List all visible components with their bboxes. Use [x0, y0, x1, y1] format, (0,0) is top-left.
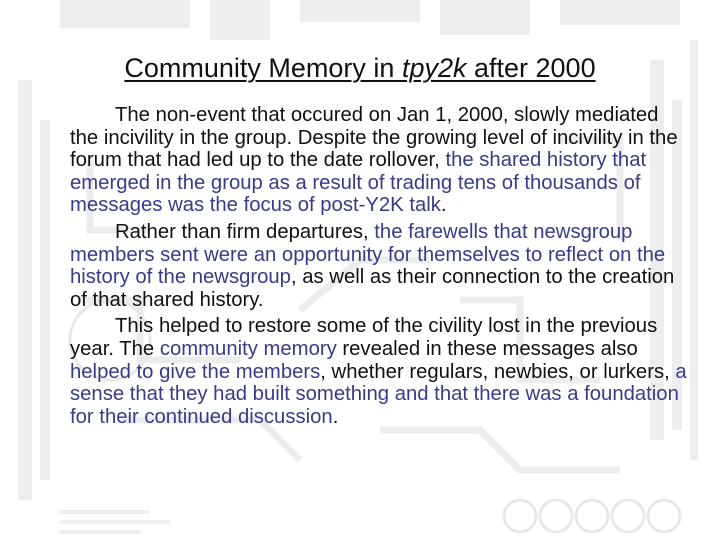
body-text-segment: This helped to restore some of the civility lost in the previous year. The [70, 315, 658, 360]
body-text-segment: Rather than firm departures, [115, 220, 375, 243]
slide-body [70, 104, 690, 432]
slide-title [0, 51, 720, 85]
body-text-segment: revealed in these messages also [336, 337, 638, 360]
highlighted-text: helped to give the members [70, 360, 321, 383]
body-paragraph [70, 221, 690, 311]
body-text-segment: , whether regulars, newbies, or lurkers, [320, 360, 676, 383]
highlighted-text: the shared history that emerged in the group as a result of trading tens of thousands of messages was the focus of post-Y2K talk [70, 149, 647, 217]
title-prefix: Community Memory in [124, 53, 402, 83]
body-text-segment: , as well as their connection to the creation of that shared history. [70, 266, 675, 311]
highlighted-text: community memory [159, 337, 337, 360]
body-paragraph [70, 315, 690, 428]
highlighted-text: the farewells that newsgroup members sent were an opportunity for themselves to reflect on the history of the newsgroup [70, 220, 666, 289]
title-emphasis: tpy2k [401, 53, 467, 83]
body-text-segment: The non-event that occured on Jan 1, 2000, slowly mediated the incivility in the group. Despite the growing level of incivility in the forum that had led up to the date rollover, [70, 104, 678, 172]
highlighted-text: a sense that they had built something and that there was a foundation for their continued discussion [70, 360, 687, 428]
body-text-segment: . [440, 194, 447, 217]
body-text-segment: . [332, 405, 339, 428]
title-suffix: after 2000 [466, 53, 596, 83]
body-paragraph [70, 104, 690, 217]
